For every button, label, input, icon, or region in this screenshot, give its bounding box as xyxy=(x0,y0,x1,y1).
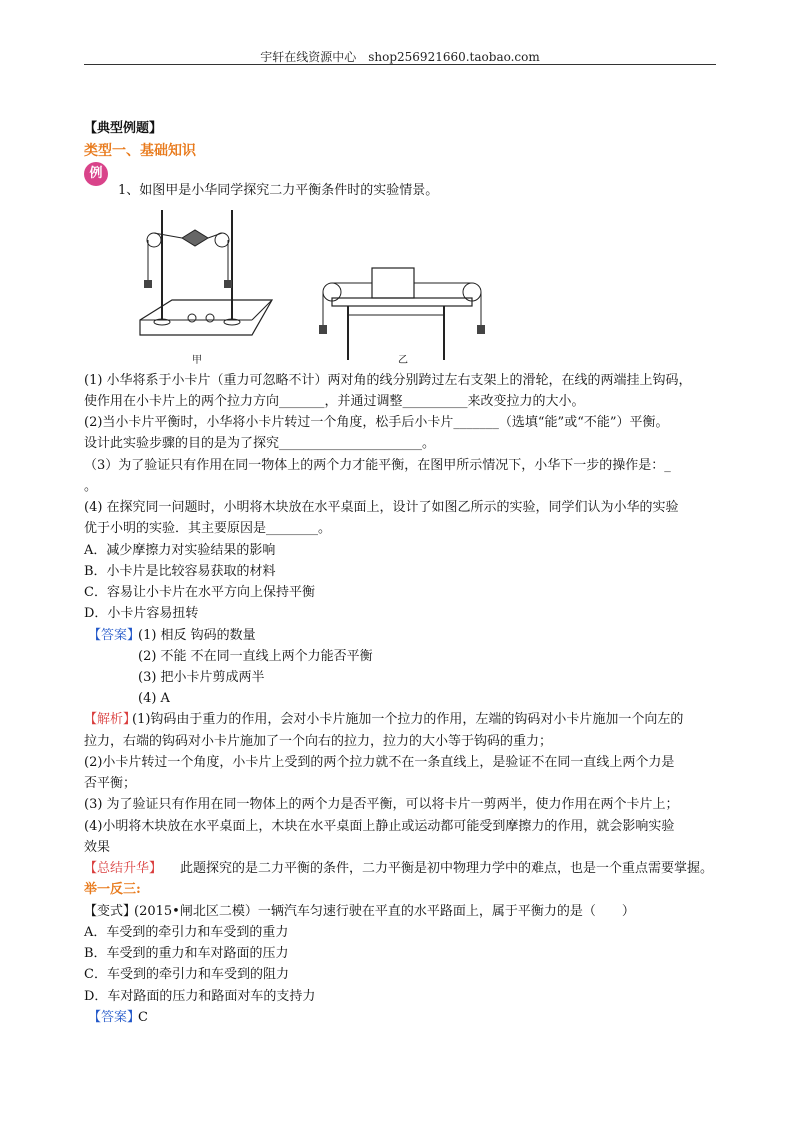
summary-tag: 【总结升华】 xyxy=(84,861,163,876)
figure-jia xyxy=(132,200,277,360)
option-d: D．小卡片容易扭转 xyxy=(84,606,199,621)
variant-tag: 【变式】 xyxy=(84,904,137,919)
figure-yi xyxy=(312,260,492,365)
variant-option-c: C．车受到的牵引力和车受到的阻力 xyxy=(84,967,289,982)
question-line-7: (4) 在探究同一问题时，小明将木块放在水平桌面上，设计了如图乙所示的实验，同学们认为小华的实验 xyxy=(84,500,679,515)
header-divider xyxy=(84,64,716,65)
option-a: A．减少摩擦力对实验结果的影响 xyxy=(84,543,276,558)
analysis-line-2: 拉力，右端的钩码对小卡片施加了一个向右的拉力，拉力的大小等于钩码的重力； xyxy=(84,734,553,749)
question-1: 1、如图甲是小华同学探究二力平衡条件时的实验情景。 xyxy=(118,183,439,198)
variant-option-a: A．车受到的牵引力和车受到的重力 xyxy=(84,925,289,940)
summary-text: 此题探究的是二力平衡的条件，二力平衡是初中物理力学中的难点，也是一个重点需要掌握。 xyxy=(180,861,714,876)
section-title: 【典型例题】 xyxy=(84,121,163,136)
question-line-5: （3）为了验证只有作用在同一物体上的两个力才能平衡，在图甲所示情况下，小华下一步的操作是：_ xyxy=(84,458,671,473)
question-line-2: 使作用在小卡片上的两个拉力方向_______，并通过调整__________来改变拉力的大小。 xyxy=(84,394,585,409)
variant-answer-tag: 【答案】 xyxy=(88,1010,141,1025)
analysis-line-5: (3) 为了验证只有作用在同一物体上的两个力是否平衡，可以将卡片一剪两半，使力作用在两个卡片上； xyxy=(84,797,679,812)
variant-answer: C xyxy=(138,1010,148,1025)
option-b: B．小卡片是比较容易获取的材料 xyxy=(84,564,276,579)
analysis-tag: 【解析】 xyxy=(84,712,137,727)
answer-4: (4) A xyxy=(138,691,170,706)
figure-label-yi: 乙 xyxy=(398,355,408,366)
analysis-line-3: (2)小卡片转过一个角度，小卡片上受到的两个拉力就不在一条直线上，是验证不在同一直线上两个力是 xyxy=(84,755,675,770)
question-line-8: 优于小明的实验．其主要原因是________。 xyxy=(84,521,332,536)
answer-3: (3) 把小卡片剪成两半 xyxy=(138,670,265,685)
analysis-line-4: 否平衡； xyxy=(84,776,137,791)
question-line-6: 。 xyxy=(84,479,98,494)
variant-option-d: D．车对路面的压力和路面对车的支持力 xyxy=(84,989,316,1004)
variant-option-b: B．车受到的重力和车对路面的压力 xyxy=(84,946,289,961)
question-line-4: 设计此实验步骤的目的是为了探究______________________。 xyxy=(84,436,436,451)
figure-label-jia: 甲 xyxy=(192,355,202,366)
variant-title: 举一反三: xyxy=(84,882,141,897)
option-c: C．容易让小卡片在水平方向上保持平衡 xyxy=(84,585,315,600)
answer-1: (1) 相反 钩码的数量 xyxy=(138,628,256,643)
type-title: 类型一、基础知识 xyxy=(84,143,196,159)
question-line-1: (1) 小华将系于小卡片（重力可忽略不计）两对角的线分别跨过左右支架上的滑轮，在线的两端挂上钩码， xyxy=(84,373,692,388)
answer-2: (2) 不能 不在同一直线上两个力能否平衡 xyxy=(138,649,373,664)
question-line-3: (2)当小卡片平衡时，小华将小卡片转过一个角度，松手后小卡片_______（选填“能”或“不能”）平衡。 xyxy=(84,415,669,430)
analysis-line-7: 效果 xyxy=(84,840,111,855)
page-header: 宇轩在线资源中心 shop256921660.taobao.com xyxy=(260,50,540,64)
analysis-line-6: (4)小明将木块放在水平桌面上，木块在水平桌面上静止或运动都可能受到摩擦力的作用，就会影响实验 xyxy=(84,819,675,834)
example-badge: 例 xyxy=(84,162,108,186)
analysis-line-1: (1)钩码由于重力的作用，会对小卡片施加一个拉力的作用，左端的钩码对小卡片施加一个向左的 xyxy=(132,712,684,727)
answer-tag: 【答案】 xyxy=(88,628,141,643)
variant-question: (2015•闸北区二模）一辆汽车匀速行驶在平直的水平路面上，属于平衡力的是（ ） xyxy=(134,904,635,919)
